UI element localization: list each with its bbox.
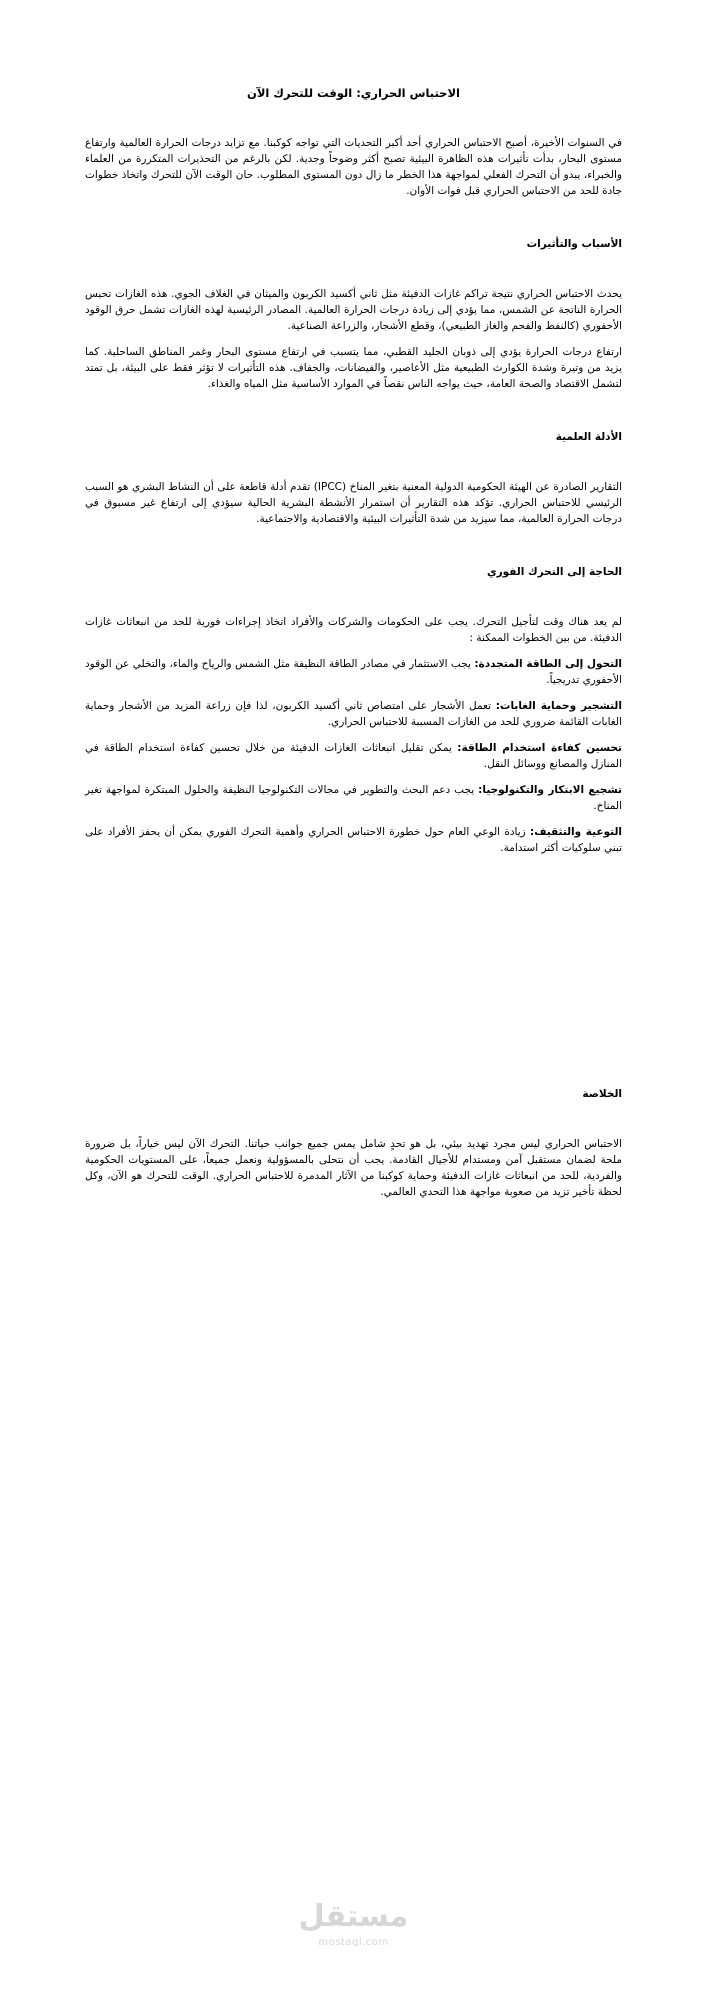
step-label: التوعية والتثقيف: xyxy=(530,826,622,838)
document-body xyxy=(85,84,622,866)
evidence-paragraph: التقارير الصادرة عن الهيئة الحكومية الدولية المعنية بتغير المناخ (IPCC) تقدم أدلة قاطعة على أن النشاط البشري هو السبب الرئيسي للاحتباس الحراري. تؤكد هذه التقارير أن استمرار الأنشطة البشرية الحالية سيؤدي إلى ارتفاع غير مسبوق في درجات الحرارة العالمية، مما سيزيد من شدة التأثيرات البيئية والاقتصادية والاجتماعية. xyxy=(85,481,622,525)
section-heading-action: الحاجة إلى التحرك الفوري xyxy=(486,566,622,578)
action-step-awareness xyxy=(85,824,622,856)
step-text: يجب دعم البحث والتطوير في مجالات التكنولوجيا النظيفة والحلول المبتكرة لمواجهة تغير المناخ. xyxy=(85,784,622,812)
step-label: التشجير وحماية الغابات: xyxy=(495,700,622,712)
step-text: تعمل الأشجار على امتصاص ثاني أكسيد الكربون، لذا فإن زراعة المزيد من الأشجار وحماية الغابات القائمة ضروري للحد من الغازات المسببة للاحتباس الحراري. xyxy=(85,700,622,728)
step-text: زيادة الوعي العام حول خطورة الاحتباس الحراري وأهمية التحرك الفوري يمكن أن يحفز الأفراد على تبني سلوكيات أكثر استدامة. xyxy=(85,826,622,854)
section-heading-conclusion: الخلاصة xyxy=(582,1088,622,1100)
watermark xyxy=(0,1898,707,1950)
action-step-renewable-energy xyxy=(85,656,622,688)
action-step-innovation xyxy=(85,782,622,814)
conclusion-section xyxy=(85,1086,622,1210)
conclusion-paragraph: الاحتباس الحراري ليس مجرد تهديد بيئي، بل هو تحدٍ شامل يمس جميع جوانب حياتنا. التحرك الآن ليس خياراً، بل ضرورة ملحة لضمان مستقبل آمن ومستدام للأجيال القادمة. يجب أن نتحلى بالمسؤولية ونعمل جميعاً، على المستويات الحكومية والفردية، للحد من انبعاثات غازات الدفيئة وحماية كوكبنا من الآثار المدمرة للاحتباس الحراري. الوقت للتحرك هو الآن، وكل لحظة تأخير تزيد من صعوبة مواجهة هذا التحدي العالمي. xyxy=(85,1138,622,1198)
step-label: تشجيع الابتكار والتكنولوجيا: xyxy=(478,784,622,796)
action-step-afforestation xyxy=(85,698,622,730)
step-label: تحسين كفاءة استخدام الطاقة: xyxy=(457,742,622,754)
section-heading-evidence: الأدلة العلمية xyxy=(555,431,622,443)
action-step-energy-efficiency xyxy=(85,740,622,772)
causes-paragraph-2: ارتفاع درجات الحرارة يؤدي إلى ذوبان الجليد القطبي، مما يتسبب في ارتفاع مستوى البحار وغمر المناطق الساحلية. كما يزيد من وتيرة وشدة الكوارث الطبيعية مثل الأعاصير، والفيضانات، والجفاف. هذه التأثيرات لا تؤثر فقط على البيئة، بل تمتد لتشمل الاقتصاد والصحة العامة، حيث يواجه الناس نقصاً في الموارد الأساسية مثل المياه والغذاء. xyxy=(85,346,622,390)
intro-paragraph: في السنوات الأخيرة، أصبح الاحتباس الحراري أحد أكبر التحديات التي تواجه كوكبنا. مع تزايد درجات الحرارة العالمية وارتفاع مستوى البحار، بدأت تأثيرات هذه الظاهرة البيئية تصبح أكثر وضوحاً وجدية. لكن بالرغم من التحذيرات المتكررة من العلماء والخبراء، يبدو أن التحرك الفعلي لمواجهة هذا الخطر ما زال دون المستوى المطلوب. حان الوقت الآن للتحرك واتخاذ خطوات جادة للحد من الاحتباس الحراري قبل فوات الأوان. xyxy=(85,137,622,197)
watermark-logo: مستقل xyxy=(298,1899,409,1934)
causes-paragraph-1: يحدث الاحتباس الحراري نتيجة تراكم غازات الدفيئة مثل ثاني أكسيد الكربون والميثان في الغلاف الجوي. هذه الغازات تحبس الحرارة الناتجة عن الشمس، مما يؤدي إلى زيادة درجات الحرارة العالمية. المصادر الرئيسية لهذه الغازات تشمل حرق الوقود الأحفوري (كالنفط والفحم والغاز الطبيعي)، وقطع الأشجار، والزراعة الصناعية. xyxy=(85,288,622,332)
action-paragraph: لم يعد هناك وقت لتأجيل التحرك. يجب على الحكومات والشركات والأفراد اتخاذ إجراءات فورية للحد من انبعاثات غازات الدفيئة. من بين الخطوات الممكنة : xyxy=(85,616,622,644)
doc-title: الاحتباس الحراري: الوقت للتحرك الآن xyxy=(247,86,460,100)
watermark-domain: mostaql.com xyxy=(318,1937,389,1948)
section-heading-causes: الأسباب والتأثيرات xyxy=(526,238,622,250)
step-text: يمكن تقليل انبعاثات الغازات الدفيئة من خلال تحسين كفاءة استخدام الطاقة في المنازل والمصانع ووسائل النقل. xyxy=(85,742,622,770)
step-label: التحول إلى الطاقة المتجددة: xyxy=(474,658,622,670)
step-text: يجب الاستثمار في مصادر الطاقة النظيفة مثل الشمس والرياح والماء، والتخلي عن الوقود الأحفوري تدريجياً. xyxy=(85,658,622,686)
